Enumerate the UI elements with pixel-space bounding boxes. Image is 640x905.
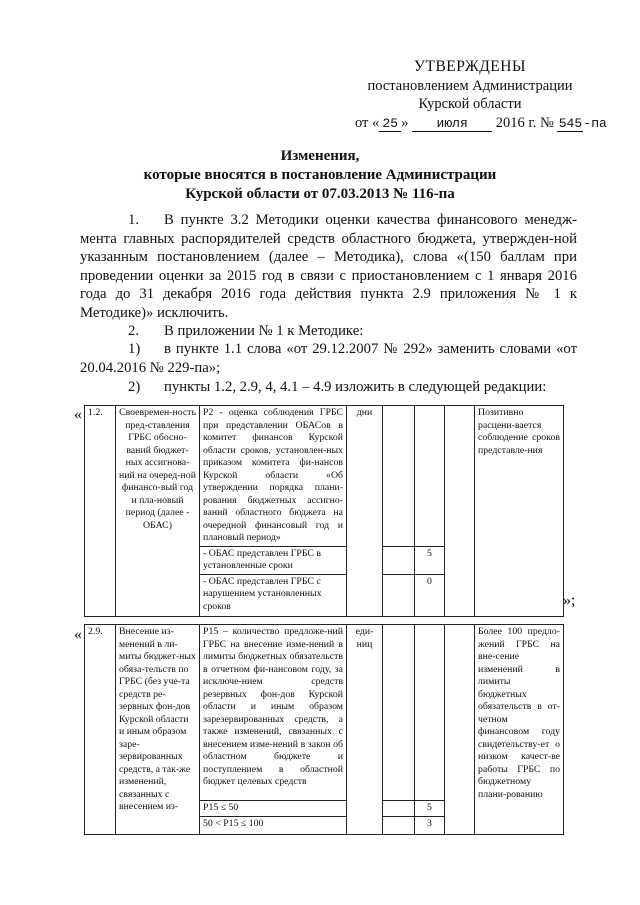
approval-suffix: -па [583,115,607,131]
table1-empty-cell [445,406,475,617]
table1-option-1: - ОБАС представлен ГРБС в установленные сроки [200,546,347,574]
table2-option-1: Р15 ≤ 50 [200,801,347,817]
table1-num: 1.2. [85,406,116,617]
paragraph-4: 2) пункты 1.2, 2.9, 4, 4.1 – 4.9 изложить в следующей редакции: [128,379,547,395]
table2-score-2: 3 [415,816,445,834]
approval-day: 25 [379,116,401,132]
approval-block [355,58,607,133]
paragraph-2: 2. В приложении № 1 к Методике: [128,323,364,339]
table1-empty-cell [383,574,415,616]
table1-name: Своевремен-ность пред-ставления ГРБС обосно-ваний бюджет-ных ассигнова-ний на очеред-ной финансо-вый год и пла-новый период (далее - ОБАС) [116,406,200,617]
paragraph-1: 1. В пункте 3.2 Методики оценки качества финансового менедж-мента главных распорядителей средств областного бюджета, утвержден-ной указанным постановлением (далее – Методика), слова «(150 баллам при проведении оценки за 2015 год в связи с приостановлением с 1 января 2016 года до 31 декабря 2016 года действия пункта 2.9 приложения № 1 к Методике)» исключить. [80,212,577,321]
paragraph-3: 1) в пункте 1.1 слова «от 29.12.2007 № 292» заменить словами «от 20.04.2016 № 229-па»; [80,341,577,376]
heading-line3: Курской области от 07.03.2013 № 116-па [185,186,455,202]
table1-comment: Позитивно расцени-вается соблюдение сроков представле-ния [475,406,564,617]
table2-comment: Более 100 предло-жений ГРБС на вне-сение изменений в лимиты бюджетных обязательств в от-четном финансовом году свидетельству-ет о низком качест-ве работы ГРБС по бюджетному плани-рованию [475,625,564,835]
document-heading [60,147,580,204]
table2-name: Внесение из-менений в ли-миты бюджет-ных обяза-тельств по ГРБС (без уче-та средств ре-зервных фон-дов Курской области и иным образом заре-зервированных средств, а так-же изменений, связанных с внесением из- [116,625,200,835]
table2-empty-cell [383,801,415,817]
table2-empty-cell [383,816,415,834]
table1-option-2: - ОБАС представлен ГРБС с нарушением установленных сроков [200,574,347,616]
heading-line1: Изменения, [280,148,360,164]
table1-indicator: Р2 - оценка соблюдения ГРБС при представлении ОБАСов в комитет финансов Курской области сроков, установлен-ных приказом комитета фи-нансов Курской области «Об утверждении порядка плани-рования бюджетных ассигно-ваний областного бюджета на очередной финансовый год и плановый период» [200,406,347,547]
table2-empty-cell [415,625,445,801]
table2-open-quote: « [74,626,82,643]
table-item-2-9 [84,624,564,835]
table1-score-1: 5 [415,546,445,574]
table2-empty-cell [383,625,415,801]
table2-score-1: 5 [415,801,445,817]
table1-open-quote: « [74,406,82,423]
table2-empty-cell [445,625,475,835]
table2-unit: еди-ниц [347,625,383,835]
heading-line2: которые вносятся в постановление Администрации [143,167,497,183]
table1-close-quote: »; [563,592,576,609]
table-item-1-2 [84,405,564,617]
approval-number: 545 [558,115,583,131]
table1-empty-cell [383,546,415,574]
table1-score-2: 0 [415,574,445,616]
table1-empty-cell [415,406,445,547]
approval-title: УТВЕРЖДЕНЫ [414,58,526,75]
approval-date: от « 25 » июля 2016 г. № 545-па [355,114,607,131]
table2-num: 2.9. [85,625,116,835]
approval-line2: Курской области [418,96,522,112]
approval-line1: постановлением Администрации [367,77,573,94]
approval-month: июля [412,116,492,132]
table2-indicator: Р15 – количество предложе-ний ГРБС на внесение изме-нений в лимиты бюджетных обязательств в отчетном фи-нансовом году, за исключе-нием средств резервных фон-дов Курской области и иным образом зарезервированных средств, а также изменений, связанных с внесением изме-нений в закон об областном бюджете и поступлением в областной бюджет целевых средств [200,625,347,801]
table1-unit: дни [347,406,383,617]
table1-empty-cell [383,406,415,547]
table2-option-2: 50 < Р15 ≤ 100 [200,816,347,834]
